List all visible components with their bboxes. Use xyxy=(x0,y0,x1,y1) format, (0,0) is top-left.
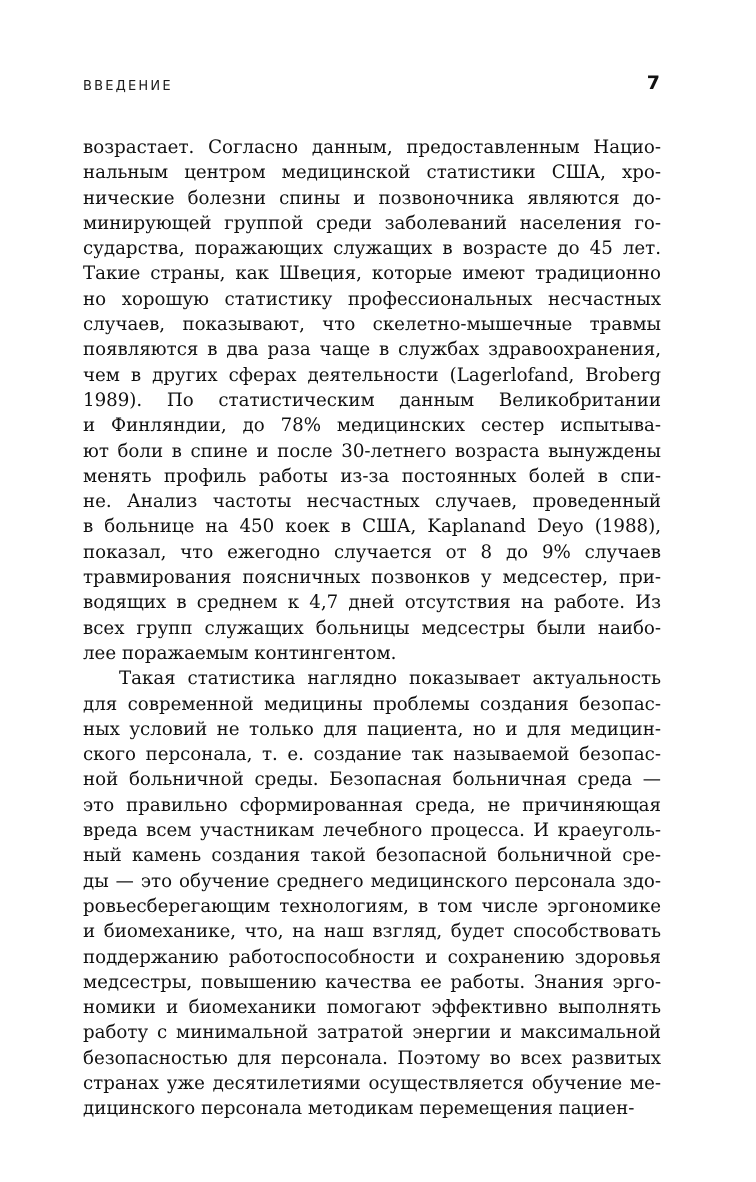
text-line: ровьесберегающим технологиям, в том числе эргономике xyxy=(83,895,661,917)
text-line: вреда всем участникам лечебного процесса. И краеуголь- xyxy=(83,820,661,842)
text-line: Такая статистика наглядно показывает актуальность xyxy=(119,668,661,690)
text-line: странах уже десятилетиями осуществляется обучение ме- xyxy=(83,1072,661,1094)
text-line: и Финляндии, до 78% медицинских сестер испытыва- xyxy=(83,415,661,437)
paragraph xyxy=(83,135,661,666)
body-text xyxy=(83,135,661,1122)
text-line: и биомеханике, что, на наш взгляд, будет способствовать xyxy=(83,921,661,943)
text-line: ды — это обучение среднего медицинского персонала здо- xyxy=(83,870,661,892)
text-line: 1989). По статистическим данным Великобритании xyxy=(83,389,661,411)
text-line: водящих в среднем к 4,7 дней отсутствия на работе. Из xyxy=(83,592,661,614)
text-line: появляются в два раза чаще в службах здравоохранения, xyxy=(83,339,661,361)
text-line: нальным центром медицинской статистики США, хро- xyxy=(83,162,661,184)
text-line: Такие страны, как Швеция, которые имеют традиционно xyxy=(83,263,661,285)
text-line: случаев, показывают, что скелетно-мышечные травмы xyxy=(83,314,661,336)
text-line: травмирования поясничных позвонков у медсестер, при- xyxy=(83,567,661,589)
text-line: менять профиль работы из-за постоянных болей в спи- xyxy=(83,465,661,487)
text-line: лее поражаемым контингентом. xyxy=(83,642,397,664)
text-line: ского персонала, т. е. создание так называемой безопас- xyxy=(83,744,661,766)
text-line: ный камень создания такой безопасной больничной сре- xyxy=(83,845,661,867)
text-line: ных условий не только для пациента, но и для медицин- xyxy=(83,718,661,740)
text-line: ной больничной среды. Безопасная больничная среда — xyxy=(83,769,661,791)
text-line: в больнице на 450 коек в США, Kaplanand Deyo (1988), xyxy=(83,516,661,538)
text-line: всех групп служащих больницы медсестры были наибо- xyxy=(83,617,661,639)
text-line: дицинского персонала методикам перемещения пациен- xyxy=(83,1098,635,1120)
text-line: минирующей группой среди заболеваний населения го- xyxy=(83,212,661,234)
paragraph xyxy=(83,666,661,1121)
text-line: нические болезни спины и позвоночника являются до- xyxy=(83,187,661,209)
running-head: ВВЕДЕНИЕ xyxy=(83,79,173,94)
text-line: для современной медицины проблемы создания безопас- xyxy=(83,693,661,715)
text-line: сударства, поражающих служащих в возрасте до 45 лет. xyxy=(83,238,661,260)
text-line: ют боли в спине и после 30-летнего возраста вынуждены xyxy=(83,440,661,462)
text-line: показал, что ежегодно случается от 8 до 9% случаев xyxy=(83,541,661,563)
text-line: работу с минимальной затратой энергии и максимальной xyxy=(83,1022,661,1044)
text-line: но хорошую статистику профессиональных несчастных xyxy=(83,288,661,310)
text-line: это правильно сформированная среда, не причиняющая xyxy=(83,794,661,816)
text-line: чем в других сферах деятельности (Lagerlofand, Broberg xyxy=(83,364,661,386)
text-line: не. Анализ частоты несчастных случаев, проведенный xyxy=(83,491,661,513)
text-line: поддержанию работоспособности и сохранению здоровья xyxy=(83,946,661,968)
text-line: возрастает. Согласно данным, предоставленным Нацио- xyxy=(83,137,661,158)
text-line: безопасностью для персонала. Поэтому во всех развитых xyxy=(83,1047,661,1069)
page-number: 7 xyxy=(646,72,660,94)
text-line: медсестры, повышению качества ее работы. Знания эрго- xyxy=(83,971,661,993)
text-line: номики и биомеханики помогают эффективно выполнять xyxy=(83,997,661,1019)
